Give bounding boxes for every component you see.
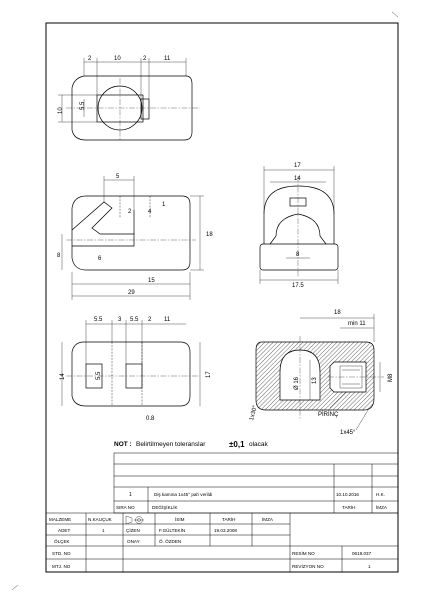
front-dim: 8 [57,253,61,259]
qty-value: 1 [102,528,105,533]
top-view [58,56,200,140]
revision-sign: H.K. [376,492,385,497]
section-dim: PİRİNÇ [318,412,339,418]
drawn-date: 19.03.2008 [214,528,237,533]
header-sira-no: SIRA NO [116,505,135,510]
note-value: ±0,1 [229,440,245,449]
mtj-no-label: MTJ. NO [52,564,71,569]
side-view [260,163,338,289]
qty-label: ADET [58,528,71,533]
front-view [57,174,213,300]
plan-dim: 0.8 [146,416,155,422]
trim-mark [12,585,18,590]
revision-no-label: REVİZYON NO [292,564,324,569]
header-degisiklik: DEĞİŞİKLİK [152,505,178,510]
plan-dim: 17 [206,371,212,378]
note-suffix: olacak [249,441,268,448]
projection-symbol-icon [126,516,144,524]
plan-dim: 2 [148,317,152,323]
section-dim: 1x45° [340,430,356,436]
plan-dim: 11 [164,317,171,323]
revision-description: Diş kamına 1x45° pah verildi [154,492,213,497]
note-text: Belirtilmeyen toleranslar [136,441,206,448]
top-dim: 10 [58,107,64,114]
section-dim: 13 [312,377,318,384]
drawn-label: ÇİZEN [126,528,140,533]
plan-dim: 5.5 [130,317,139,323]
approved-label: ONAY [127,539,140,544]
side-dim: 14 [294,176,301,182]
plan-dim: 3 [118,317,122,323]
scale-label: ÖLÇEK [54,539,70,544]
front-dim: 2 [128,209,132,215]
top-dim: 2 [88,56,92,62]
top-dim: 5.5 [80,101,86,110]
front-dim: 18 [206,232,213,238]
material-label: MALZEME [49,517,72,522]
top-dim: 10 [114,56,121,62]
top-dim: 11 [164,56,171,62]
front-dim: 1 [162,202,166,208]
drawing-no-label: RESİM NO [292,551,315,556]
material-value: N.KAUÇUK [88,517,112,522]
side-dim: 8 [296,252,300,258]
revision-date: 10.10.2016 [336,492,359,497]
revision-no: 1 [129,492,132,498]
section-dim: 1x30° [248,404,259,422]
tolerance-note [114,440,269,449]
plan-view [60,317,212,422]
front-dim: 29 [128,290,135,296]
side-dim: 17.5 [292,283,304,289]
plan-dim: 5.5 [94,317,103,323]
side-dim: 17 [294,163,301,169]
header-tarih: TARİH [342,505,356,510]
section-view [249,310,394,436]
section-dim: M8 [388,373,394,382]
header-imza: İMZA [376,505,387,510]
column-imza: İMZA [262,517,273,522]
sheet-border [46,23,398,572]
drawn-name: F.GÜLTEKİN [159,528,186,533]
top-dim: 2 [143,56,147,62]
std-no-label: STD. NO [52,551,71,556]
section-dim: Ø 16 [294,376,300,390]
note-prefix: NOT : [114,441,132,448]
drawing-no-value: 0618.037 [352,551,372,556]
trim-mark [392,12,398,17]
column-tarih: TARİH [222,517,236,522]
section-dim: 18 [334,310,341,316]
column-isim: İSİM [175,517,185,522]
front-dim: 15 [148,278,155,284]
plan-dim: 14 [60,373,66,380]
section-dim: min 11 [348,321,366,327]
front-dim: 4 [148,209,152,215]
front-dim: 6 [98,256,102,262]
title-block [46,513,398,572]
revision-no-value: 1 [368,564,371,569]
front-dim: 5 [116,174,120,180]
plan-dim: 5.5 [96,371,102,380]
approved-name: Ö. ÖZDEN [159,539,182,544]
revision-table [114,453,398,513]
